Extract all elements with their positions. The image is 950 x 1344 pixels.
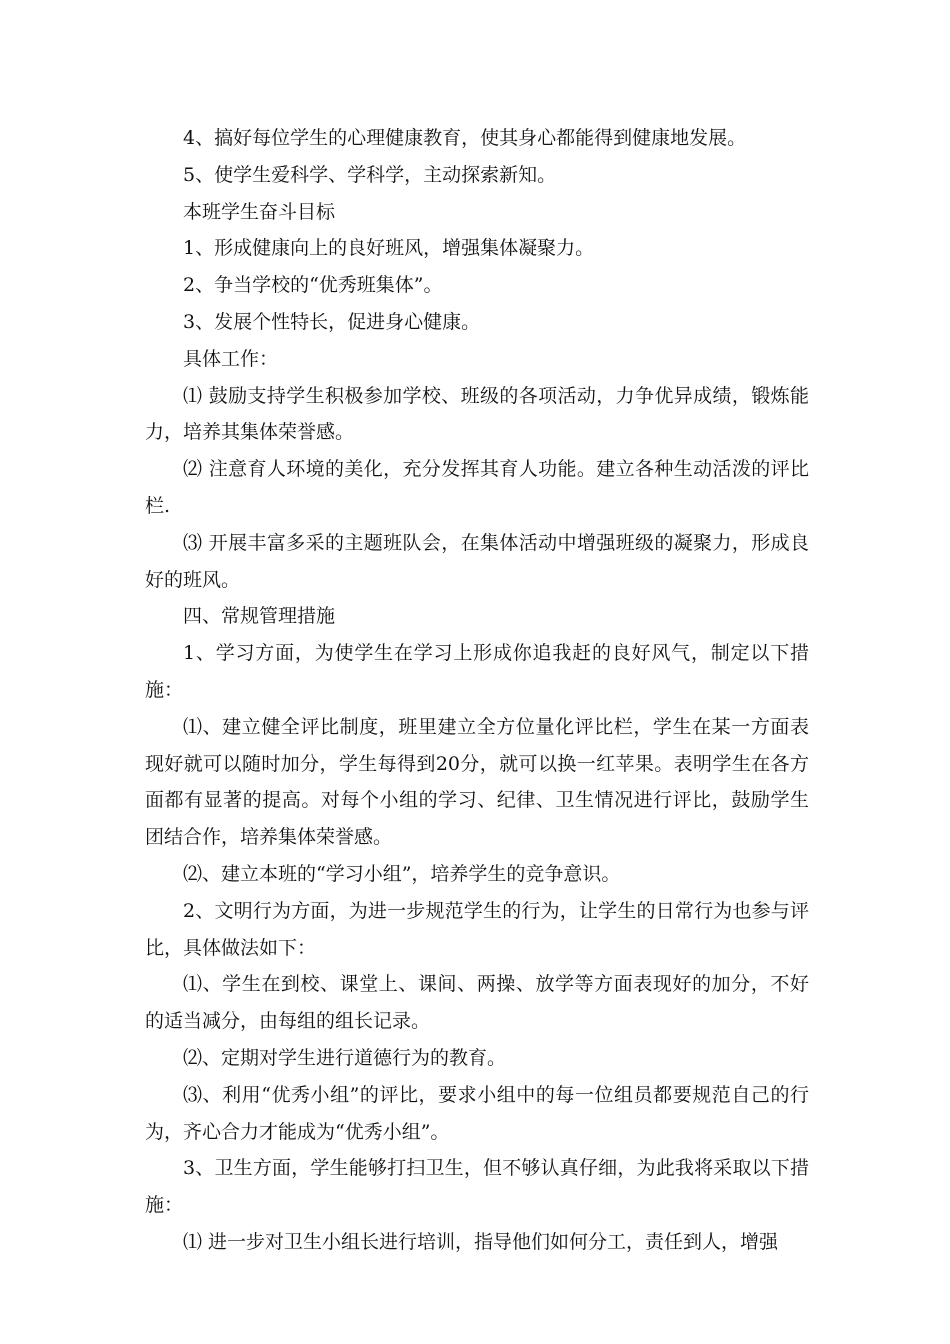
paragraph-study-measure-2: ⑵、建立本班的“学习小组”，培养学生的竞争意识。 xyxy=(183,862,621,885)
paragraph-behavior-measure-3: ⑶、利用“优秀小组”的评比，要求小组中的每一位组员都要规范自己的行为，齐心合力才能成为“优秀小组”。 xyxy=(145,1083,809,1143)
paragraph-behavior-measures: 2、文明行为方面，为进一步规范学生的行为，让学生的日常行为也参与评比，具体做法如下： xyxy=(145,899,809,959)
paragraph-class-goal-1: 1、形成健康向上的良好班风，增强集体凝聚力。 xyxy=(183,237,595,260)
paragraph-goal-5: 5、使学生爱科学、学科学，主动探索新知。 xyxy=(183,163,557,186)
paragraph-work-1: ⑴ 鼓励支持学生积极参加学校、班级的各项活动，力争优异成绩，锻炼能力，培养其集体荣誉感。 xyxy=(145,384,809,444)
paragraph-class-goal-2: 2、争当学校的“优秀班集体”。 xyxy=(183,274,443,297)
paragraph-study-measures: 1、学习方面，为使学生在学习上形成你追我赶的良好风气，制定以下措施： xyxy=(145,642,809,701)
paragraph-behavior-measure-1: ⑴、学生在到校、课堂上、课间、两操、放学等方面表现好的加分，不好的适当减分，由每组的组长记录。 xyxy=(145,973,809,1033)
paragraph-study-measure-1: ⑴、建立健全评比制度，班里建立全方位量化评比栏，学生在某一方面表现好就可以随时加分，学生每得到20分，就可以换一红苹果。表明学生在各方面都有显著的提高。对每个小组的学习、纪律、卫生情况进行评比，鼓励学生团结合作，培养集体荣誉感。 xyxy=(145,715,809,849)
paragraph-hygiene-measure-1: ⑴ 进一步对卫生小组长进行培训，指导他们如何分工，责任到人，增强 xyxy=(183,1230,779,1253)
paragraph-work-3: ⑶ 开展丰富多采的主题班队会，在集体活动中增强班级的凝聚力，形成良好的班风。 xyxy=(145,531,809,591)
section-heading-management: 四、常规管理措施 xyxy=(183,605,336,628)
paragraph-class-goal-3: 3、发展个性特长，促进身心健康。 xyxy=(183,310,481,333)
paragraph-behavior-measure-2: ⑵、定期对学生进行道德行为的教育。 xyxy=(183,1046,507,1069)
paragraph-goal-4: 4、搞好每位学生的心理健康教育，使其身心都能得到健康地发展。 xyxy=(183,127,747,149)
section-heading-class-goals: 本班学生奋斗目标 xyxy=(183,200,336,223)
paragraph-work-2: ⑵ 注意育人环境的美化，充分发挥其育人功能。建立各种生动活泼的评比栏. xyxy=(145,458,809,517)
paragraph-hygiene-measures: 3、卫生方面，学生能够打扫卫生，但不够认真仔细，为此我将采取以下措施： xyxy=(145,1157,809,1217)
section-heading-specific-work: 具体工作： xyxy=(183,347,279,370)
document-body xyxy=(145,120,809,1261)
